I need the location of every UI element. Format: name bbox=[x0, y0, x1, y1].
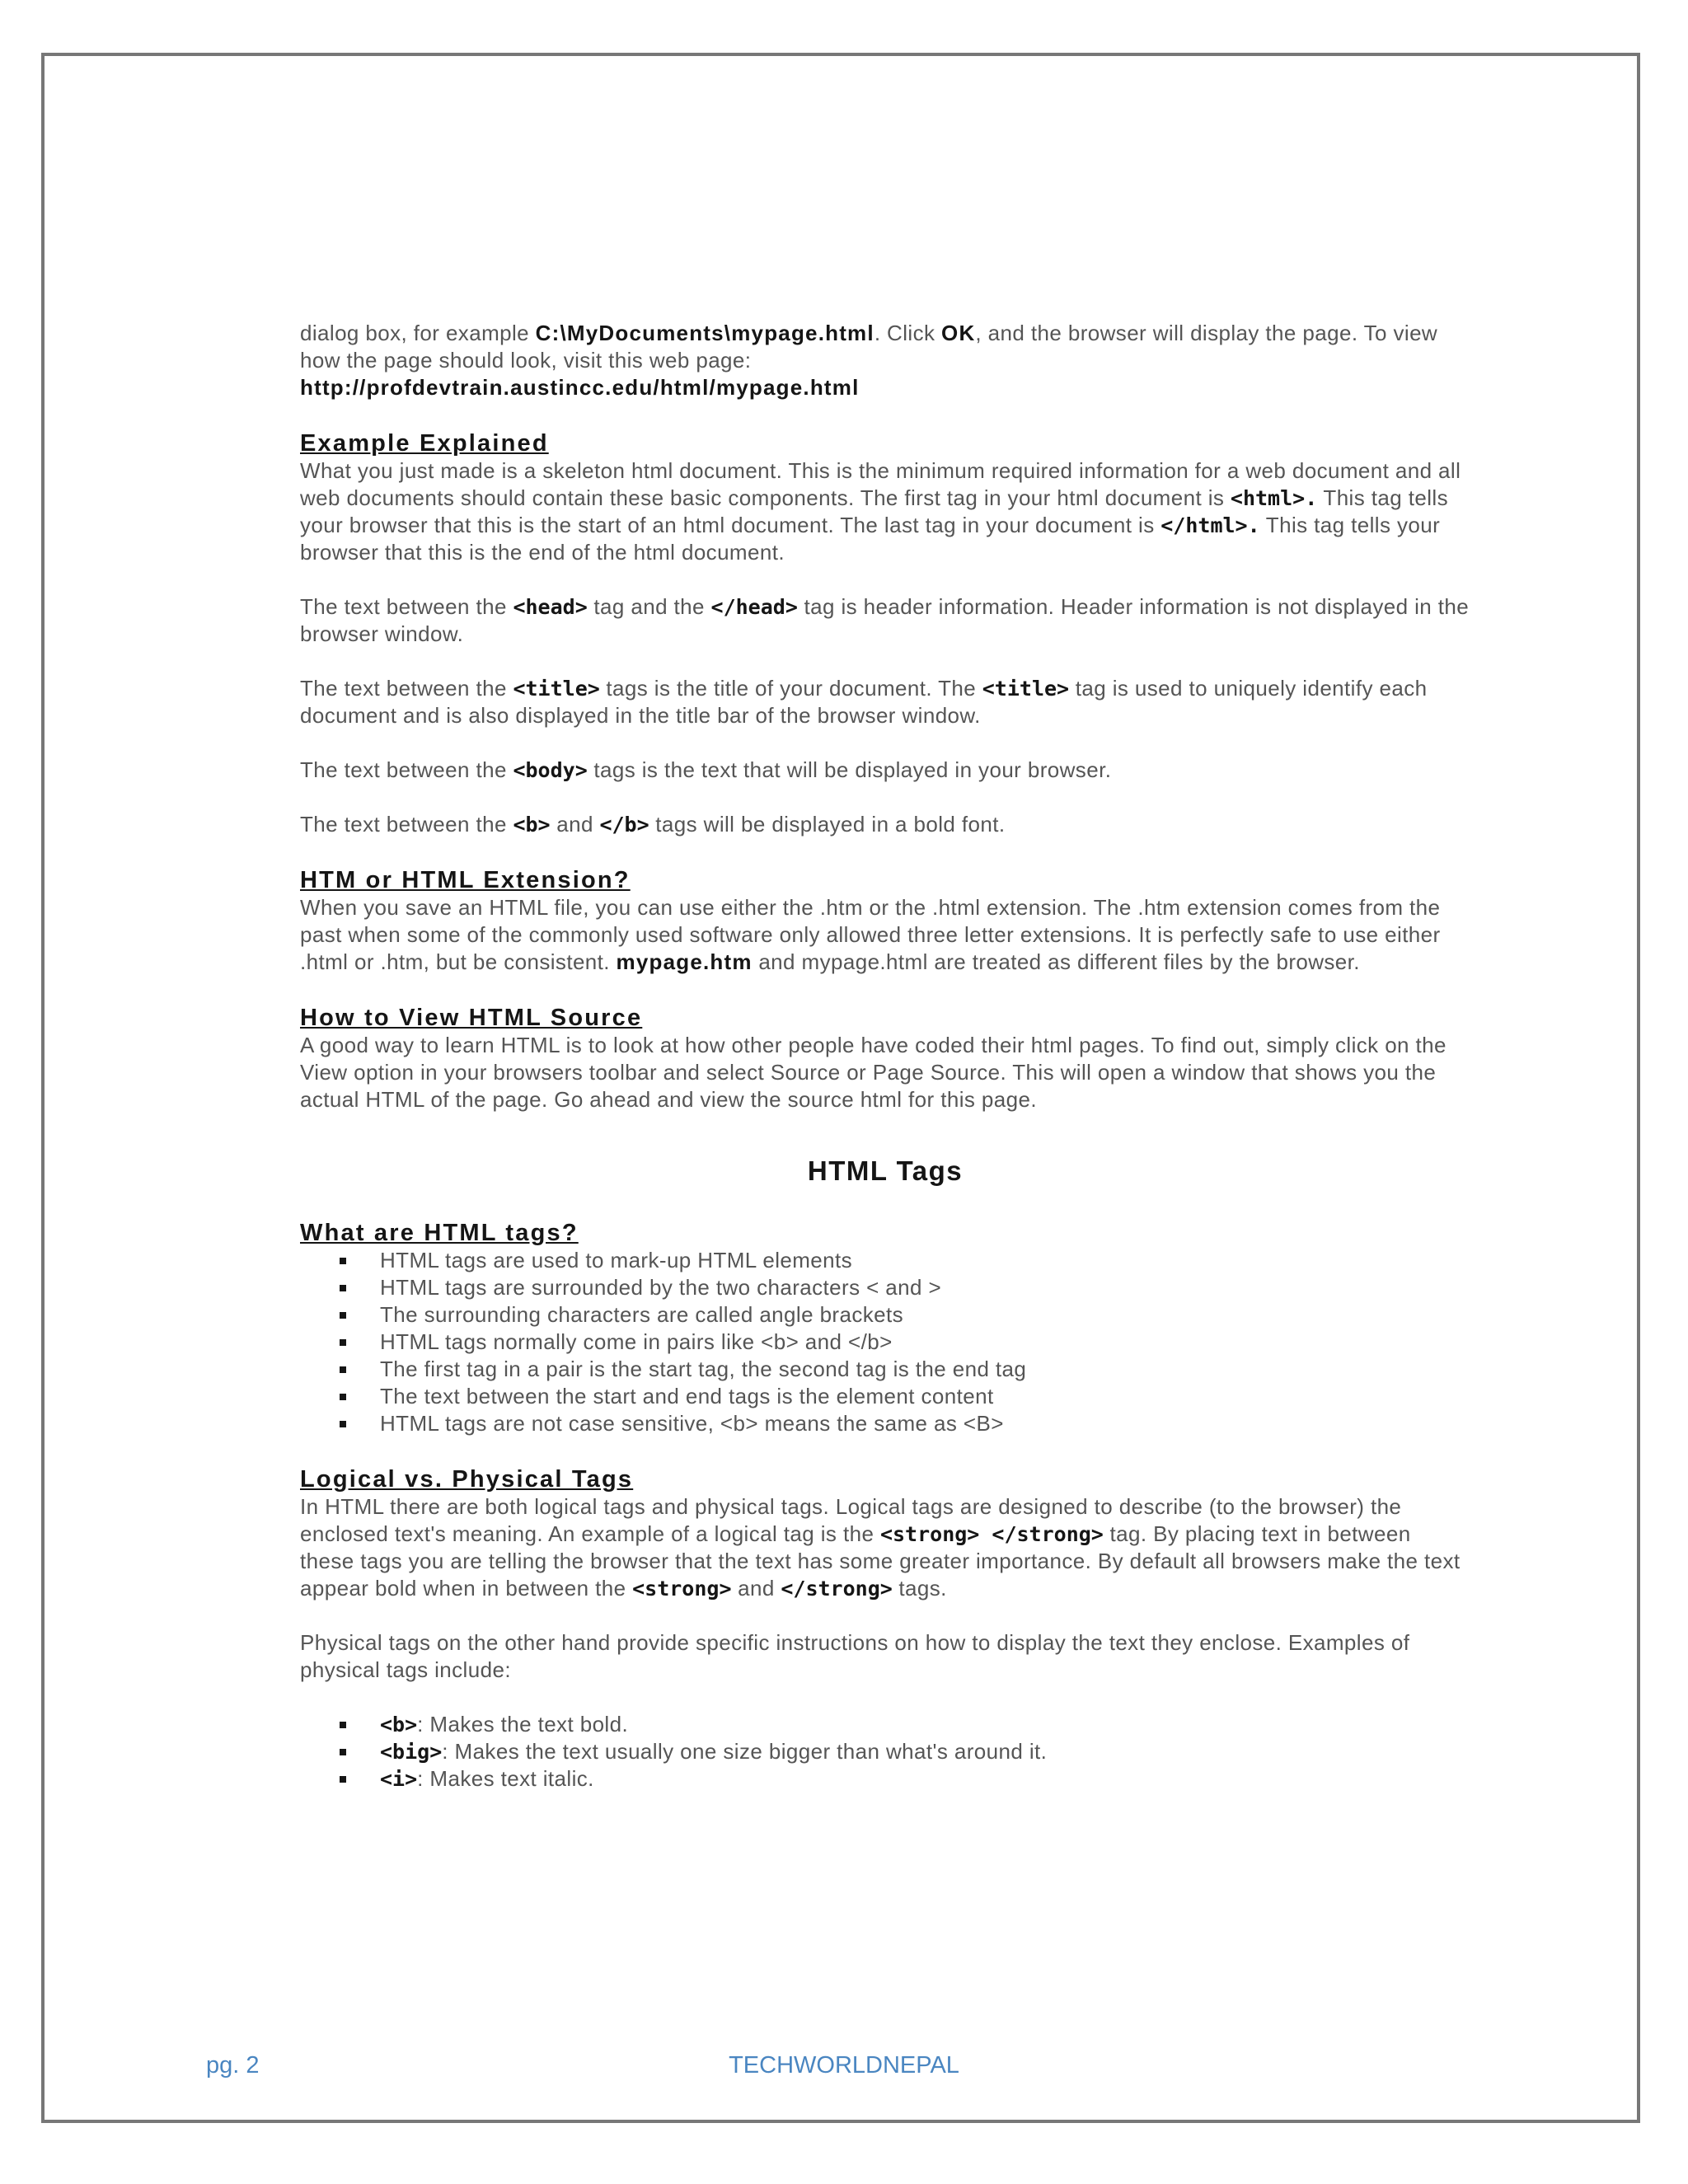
list-item bbox=[300, 1765, 1470, 1793]
list-item bbox=[300, 1711, 1470, 1738]
file-path: C:\MyDocuments\mypage.html bbox=[535, 321, 874, 345]
section-htm-extension bbox=[300, 866, 1470, 976]
code-tag: <head> bbox=[513, 595, 588, 619]
section-heading: Example Explained bbox=[300, 430, 549, 457]
html-tags-title: HTML Tags bbox=[807, 1155, 964, 1186]
text-run: and bbox=[550, 812, 600, 837]
section-heading: What are HTML tags? bbox=[300, 1220, 579, 1246]
text-run: and bbox=[731, 1576, 781, 1601]
text-run: This tag tells your browser that this is the end of the html document. bbox=[300, 513, 1441, 565]
text-run: In HTML there are both logical tags and physical tags. Logical tags are designed to describe (to the browser) the enclosed text's meaning. An example of a logical tag is the bbox=[300, 1494, 1402, 1546]
text-run: tag and the bbox=[587, 594, 711, 619]
code-tag: <strong> bbox=[632, 1577, 732, 1601]
paragraph bbox=[300, 593, 1470, 648]
code-tag: <b> bbox=[380, 1713, 418, 1736]
code-tag: </b> bbox=[599, 813, 649, 837]
text-run: The text between the bbox=[300, 676, 513, 701]
code-tag: </html>. bbox=[1160, 513, 1260, 537]
ok-word: OK bbox=[941, 321, 976, 345]
text-run: What you just made is a skeleton html document. This is the minimum required information for a web document and all web documents should contain these basic components. The first tag in your html document is bbox=[300, 458, 1461, 510]
document-body bbox=[300, 320, 1470, 1793]
text-run: : Makes text italic. bbox=[417, 1766, 594, 1791]
list-item: HTML tags are not case sensitive, <b> means the same as <B> bbox=[300, 1410, 1470, 1437]
list-item: HTML tags normally come in pairs like <b> and </b> bbox=[300, 1329, 1470, 1356]
paragraph bbox=[300, 811, 1470, 838]
section-view-source bbox=[300, 1004, 1470, 1113]
section-example-explained bbox=[300, 429, 1470, 838]
footer-brand: TECHWORLDNEPAL bbox=[729, 2052, 959, 2079]
text-run: : Makes the text usually one size bigger than what's around it. bbox=[442, 1739, 1048, 1764]
section-what-are-tags bbox=[300, 1219, 1470, 1437]
text-run: The text between the bbox=[300, 757, 513, 782]
paragraph bbox=[300, 757, 1470, 784]
text-run: tag. By placing text in between these tags you are telling the browser that the text has some greater importance. By default all browsers make the text appear bold when in between the bbox=[300, 1521, 1461, 1601]
section-heading: Logical vs. Physical Tags bbox=[300, 1466, 634, 1493]
example-url: http://profdevtrain.austincc.edu/html/mypage.html bbox=[300, 375, 860, 400]
text-run: and mypage.html are treated as different files by the browser. bbox=[752, 949, 1360, 974]
paragraph: Physical tags on the other hand provide specific instructions on how to display the text they enclose. Examples of physical tags include: bbox=[300, 1630, 1410, 1682]
text-run: tag is used to uniquely identify each document and is also displayed in the title bar of the browser window. bbox=[300, 676, 1428, 728]
paragraph bbox=[300, 1493, 1470, 1602]
list-item: The text between the start and end tags is the element content bbox=[300, 1383, 1470, 1410]
list-item: HTML tags are used to mark-up HTML elements bbox=[300, 1247, 1470, 1274]
text-run: , and the browser will display the page. To view how the page should look, visit this web page: bbox=[300, 321, 1438, 373]
section-heading: HTM or HTML Extension? bbox=[300, 867, 631, 893]
code-tag: <title> bbox=[982, 677, 1070, 701]
code-tag: </head> bbox=[710, 595, 798, 619]
paragraph bbox=[300, 894, 1470, 976]
paragraph bbox=[300, 457, 1470, 566]
text-run: . Click bbox=[874, 321, 942, 345]
paragraph bbox=[300, 675, 1470, 729]
section-logical-physical bbox=[300, 1465, 1470, 1793]
bold-filename: mypage.htm bbox=[616, 949, 753, 974]
text-run: The text between the bbox=[300, 594, 513, 619]
text-run: tags is the text that will be displayed in your browser. bbox=[587, 757, 1112, 782]
code-tag: <body> bbox=[513, 758, 588, 782]
intro-paragraph bbox=[300, 320, 1470, 401]
code-tag: <html>. bbox=[1230, 486, 1318, 510]
code-tag: <b> bbox=[513, 813, 551, 837]
text-run: tags. bbox=[892, 1576, 947, 1601]
text-run: This tag tells your browser that this is the start of an html document. The last tag in your document is bbox=[300, 485, 1448, 537]
text-run: : Makes the text bold. bbox=[417, 1712, 629, 1736]
text-run: tag is header information. Header information is not displayed in the browser window. bbox=[300, 594, 1470, 646]
text-run: tags will be displayed in a bold font. bbox=[649, 812, 1006, 837]
text-run: dialog box, for example bbox=[300, 321, 536, 345]
code-tag: <title> bbox=[513, 677, 600, 701]
list-item: HTML tags are surrounded by the two characters < and > bbox=[300, 1274, 1470, 1301]
text-run: When you save an HTML file, you can use either the .htm or the .html extension. The .htm extension comes from the past when some of the commonly used software only allowed three letter extensions. It is perfectly safe to use either .html or .htm, but be consistent. bbox=[300, 895, 1441, 974]
text-run: The text between the bbox=[300, 812, 513, 837]
code-tag: <strong> </strong> bbox=[879, 1522, 1104, 1546]
section-heading: How to View HTML Source bbox=[300, 1005, 643, 1031]
tag-facts-list bbox=[300, 1247, 1470, 1437]
text-run: tags is the title of your document. The bbox=[599, 676, 982, 701]
list-item: The first tag in a pair is the start tag, the second tag is the end tag bbox=[300, 1356, 1470, 1383]
paragraph: A good way to learn HTML is to look at how other people have coded their html pages. To find out, simply click on the View option in your browsers toolbar and select Source or Page Source. This will open a window that shows you the actual HTML of the page. Go ahead and view the source html for this page. bbox=[300, 1033, 1447, 1112]
code-tag: <i> bbox=[380, 1767, 418, 1791]
code-tag: <big> bbox=[380, 1740, 443, 1764]
code-tag: </strong> bbox=[781, 1577, 893, 1601]
physical-tags-list bbox=[300, 1711, 1470, 1793]
footer-page-number: pg. 2 bbox=[206, 2052, 260, 2079]
list-item bbox=[300, 1738, 1470, 1765]
list-item: The surrounding characters are called angle brackets bbox=[300, 1301, 1470, 1329]
